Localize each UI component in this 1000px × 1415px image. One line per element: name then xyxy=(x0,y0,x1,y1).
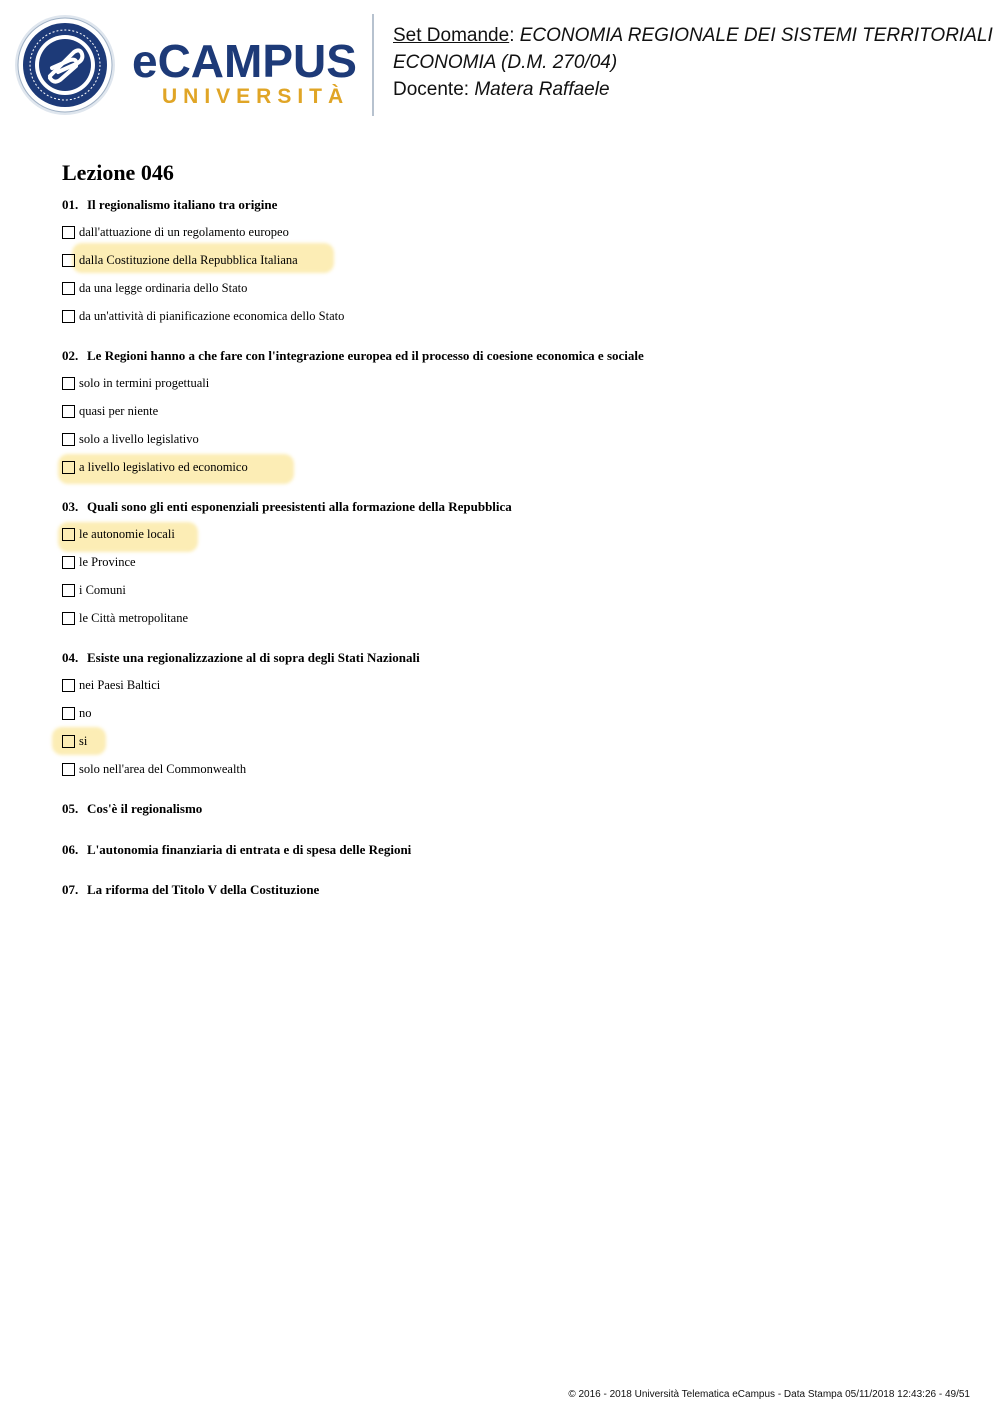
checkbox[interactable] xyxy=(62,584,75,597)
checkbox[interactable] xyxy=(62,310,75,323)
answer-text: dalla Costituzione della Repubblica Italiana xyxy=(79,252,298,267)
answer-text: i Comuni xyxy=(79,582,126,597)
question-04 xyxy=(62,650,962,666)
answer-text: le Province xyxy=(79,554,136,569)
page-header xyxy=(0,0,1000,130)
question-text: Cos'è il regionalismo xyxy=(87,801,203,816)
answer-text: solo nell'area del Commonwealth xyxy=(79,761,247,776)
logo-brand-text: eCAMPUS xyxy=(132,35,357,87)
answer-text: quasi per niente xyxy=(79,403,159,418)
answer-option[interactable] xyxy=(62,732,87,750)
set-info xyxy=(393,22,1000,103)
answer-option[interactable] xyxy=(62,279,247,297)
question-number: 04. xyxy=(62,650,79,665)
answer-text: solo in termini progettuali xyxy=(79,375,210,390)
question-01 xyxy=(62,197,962,213)
answer-option[interactable] xyxy=(62,307,344,325)
question-02 xyxy=(62,348,962,364)
answer-option[interactable] xyxy=(62,223,289,241)
answer-option[interactable] xyxy=(62,704,92,722)
checkbox[interactable] xyxy=(62,735,75,748)
question-text: Il regionalismo italiano tra origine xyxy=(87,197,278,212)
question-text: Le Regioni hanno a che fare con l'integrazione europea ed il processo di coesione economica e sociale xyxy=(87,348,644,363)
answer-option[interactable] xyxy=(62,676,160,694)
set-title-2: ECONOMIA (D.M. 270/04) xyxy=(393,52,618,73)
answer-option[interactable] xyxy=(62,525,175,543)
answer-option[interactable] xyxy=(62,553,136,571)
question-number: 02. xyxy=(62,348,79,363)
ecampus-seal-logo xyxy=(14,14,116,116)
question-text: Esiste una regionalizzazione al di sopra degli Stati Nazionali xyxy=(87,650,420,665)
answer-text: no xyxy=(79,705,92,720)
checkbox[interactable] xyxy=(62,556,75,569)
question-06 xyxy=(62,842,962,858)
answer-text: si xyxy=(79,733,88,748)
ecampus-wordmark xyxy=(132,35,357,110)
teacher-line: Docente: Matera Raffaele xyxy=(393,79,610,100)
answer-option[interactable] xyxy=(62,251,298,269)
checkbox[interactable] xyxy=(62,254,75,267)
question-number: 05. xyxy=(62,801,79,816)
answer-text: solo a livello legislativo xyxy=(79,431,199,446)
checkbox[interactable] xyxy=(62,528,75,541)
answer-text: a livello legislativo ed economico xyxy=(79,459,248,474)
checkbox[interactable] xyxy=(62,282,75,295)
checkbox[interactable] xyxy=(62,679,75,692)
question-number: 07. xyxy=(62,882,79,897)
teacher-name: Matera Raffaele xyxy=(474,79,610,100)
answer-option[interactable] xyxy=(62,609,188,627)
question-number: 01. xyxy=(62,197,79,212)
checkbox[interactable] xyxy=(62,461,75,474)
answer-option[interactable] xyxy=(62,402,158,420)
checkbox[interactable] xyxy=(62,763,75,776)
answer-option[interactable] xyxy=(62,581,126,599)
checkbox[interactable] xyxy=(62,433,75,446)
question-number: 03. xyxy=(62,499,79,514)
question-07 xyxy=(62,882,962,898)
answer-text: da una legge ordinaria dello Stato xyxy=(79,280,248,295)
set-title-1: ECONOMIA REGIONALE DEI SISTEMI TERRITORIALI xyxy=(519,25,993,46)
question-05 xyxy=(62,801,962,817)
answer-option[interactable] xyxy=(62,458,248,476)
answer-option[interactable] xyxy=(62,374,209,392)
answer-text: nei Paesi Baltici xyxy=(79,677,161,692)
checkbox[interactable] xyxy=(62,612,75,625)
header-divider xyxy=(372,14,374,116)
checkbox[interactable] xyxy=(62,377,75,390)
question-text: L'autonomia finanziaria di entrata e di spesa delle Regioni xyxy=(87,842,412,857)
answer-text: le autonomie locali xyxy=(79,526,175,541)
question-number: 06. xyxy=(62,842,79,857)
answer-option[interactable] xyxy=(62,760,246,778)
answer-text: dall'attuazione di un regolamento europeo xyxy=(79,224,289,239)
answer-text: le Città metropolitane xyxy=(79,610,188,625)
checkbox[interactable] xyxy=(62,405,75,418)
set-label: Set Domande xyxy=(393,25,510,46)
question-text: La riforma del Titolo V della Costituzione xyxy=(87,882,320,897)
set-title-line1: Set Domande: ECONOMIA REGIONALE DEI SISTEMI TERRITORIALI xyxy=(393,25,993,46)
answer-option[interactable] xyxy=(62,430,199,448)
logo-university-text: UNIVERSITÀ xyxy=(162,85,350,108)
lesson-title: Lezione 046 xyxy=(62,160,174,185)
checkbox[interactable] xyxy=(62,226,75,239)
set-title-line2 xyxy=(393,49,1000,76)
page-footer: © 2016 - 2018 Università Telematica eCampus - Data Stampa 05/11/2018 12:43:26 - 49/51 xyxy=(568,1389,970,1400)
question-text: Quali sono gli enti esponenziali preesistenti alla formazione della Repubblica xyxy=(87,499,512,514)
question-03 xyxy=(62,499,962,515)
checkbox[interactable] xyxy=(62,707,75,720)
answer-text: da un'attività di pianificazione economica dello Stato xyxy=(79,308,345,323)
teacher-label: Docente xyxy=(393,79,464,100)
